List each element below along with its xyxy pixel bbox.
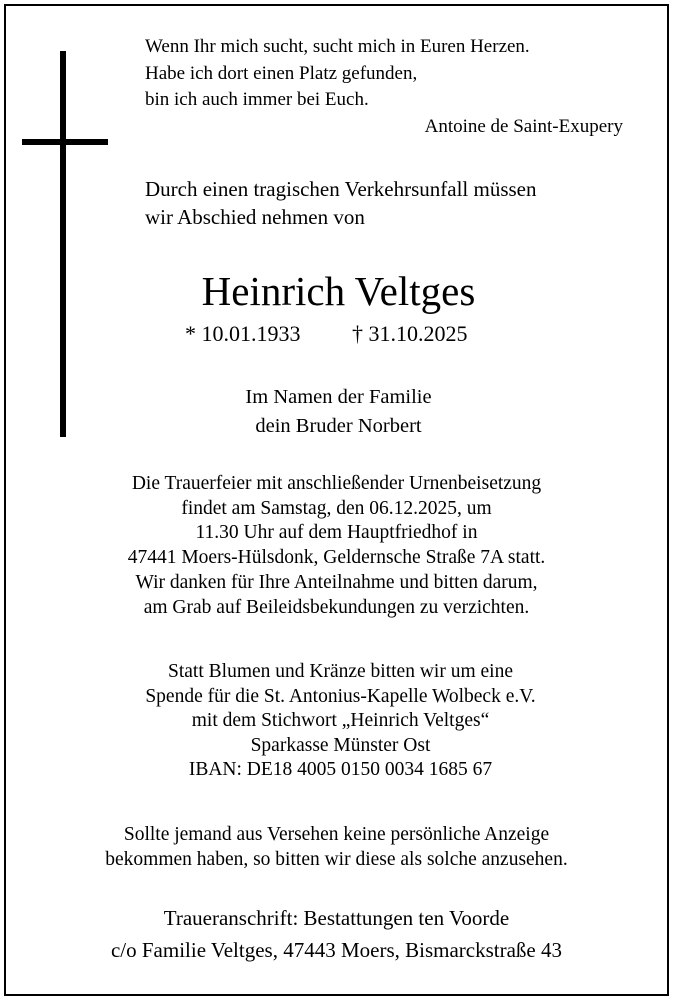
intro-line: wir Abschied nehmen von — [145, 205, 365, 229]
deceased-name: Heinrich Veltges — [201, 268, 476, 314]
quote-author: Antoine de Saint-Exupery — [424, 115, 623, 137]
cross-icon-crossbar — [22, 139, 108, 145]
family-signature — [0, 383, 673, 440]
donation-line: mit dem Stichwort „Heinrich Veltges“ — [191, 710, 490, 731]
quote-line: Habe ich dort einen Platz gefunden, — [145, 62, 418, 84]
family-line: dein Bruder Norbert — [255, 414, 422, 437]
ceremony-line: 11.30 Uhr auf dem Hauptfriedhof in — [195, 522, 478, 544]
quote-line: Wenn Ihr mich sucht, sucht mich in Euren Herzen. — [145, 36, 530, 57]
address-line: c/o Familie Veltges, 47443 Moers, Bismarckstraße 43 — [110, 938, 563, 962]
iban-line: IBAN: DE18 4005 0150 0034 1685 67 — [188, 759, 493, 780]
intro-text — [145, 175, 645, 231]
birth-date: * 10.01.1933 — [185, 321, 301, 346]
ceremony-line: findet am Samstag, den 06.12.2025, um — [181, 497, 492, 519]
donation-line: Spende für die St. Antonius-Kapelle Wolbeck e.V. — [145, 685, 536, 707]
ceremony-line: Wir danken für Ihre Anteilnahme und bitten darum, — [135, 571, 538, 593]
personal-notice — [0, 822, 673, 872]
address-line: Traueranschrift: Bestattungen ten Voorde — [163, 906, 510, 930]
quote-line: bin ich auch immer bei Euch. — [145, 89, 369, 110]
ceremony-line: Die Trauerfeier mit anschließender Urnenbeisetzung — [131, 473, 542, 494]
life-dates — [185, 319, 505, 349]
intro-line: Durch einen tragischen Verkehrsunfall müssen — [145, 177, 537, 201]
donation-line: Statt Blumen und Kränze bitten wir um eine — [168, 661, 513, 682]
donation-info — [0, 660, 673, 783]
death-date: † 31.10.2025 — [352, 321, 468, 346]
ceremony-info — [0, 472, 673, 620]
donation-line: Sparkasse Münster Ost — [250, 734, 431, 756]
cross-icon — [60, 51, 66, 437]
notice-line: bekommen haben, so bitten wir diese als solche anzusehen. — [105, 849, 568, 870]
ceremony-line: 47441 Moers-Hülsdonk, Geldernsche Straße 7A statt. — [127, 547, 546, 569]
notice-line: Sollte jemand aus Versehen keine persönliche Anzeige — [123, 824, 550, 845]
quote — [145, 34, 645, 140]
mourning-address — [0, 902, 673, 966]
family-line: Im Namen der Familie — [245, 386, 432, 408]
ceremony-line: am Grab auf Beileidsbekundungen zu verzichten. — [143, 596, 530, 618]
